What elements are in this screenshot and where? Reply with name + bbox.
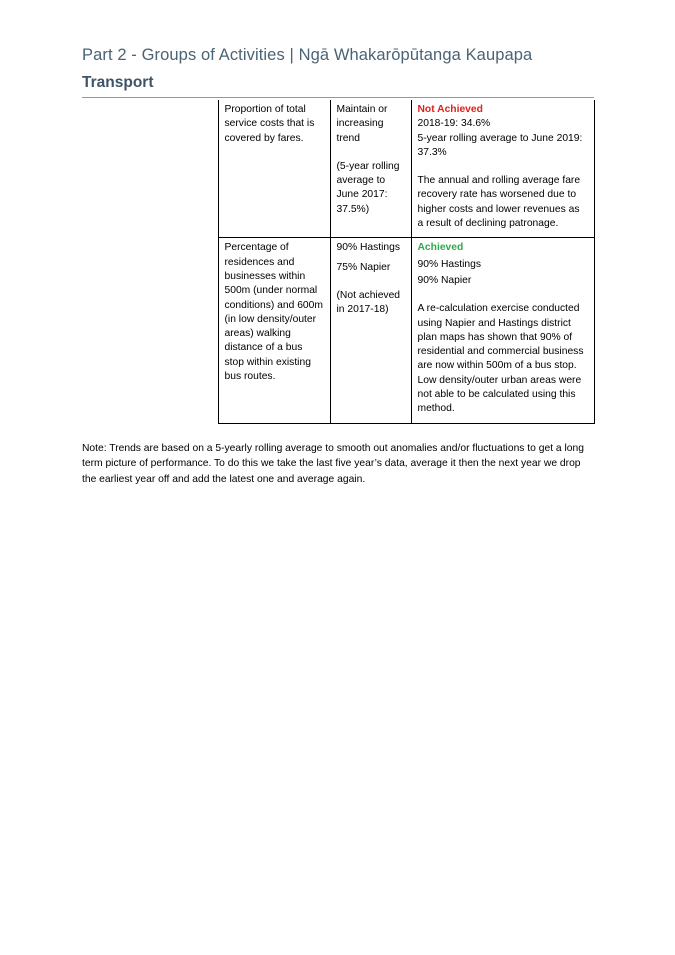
trend-note: Note: Trends are based on a 5-yearly rolling average to smooth out anomalies and/or fluctuations to get a long term picture of performance. To do this we take the last five year’s data, average it then the next year we drop the earliest year off and add the latest one and average again. — [82, 443, 584, 485]
status-not-achieved: Not Achieved — [417, 104, 483, 115]
table-row — [82, 100, 594, 238]
target-note: (Not achieved in 2017-18) — [336, 289, 401, 316]
result-value: 5-year rolling average to June 2019: 37.3% — [417, 132, 583, 158]
table-row — [82, 238, 594, 423]
result-value: 2018-19: 34.6% — [417, 118, 491, 130]
result-value: 90% Hastings — [417, 258, 482, 270]
result-commentary: The annual and rolling average fare recovery rate has worsened due to higher costs and lower revenues as a result of declining patronage. — [417, 175, 581, 230]
measure-cell — [218, 100, 330, 238]
result-cell — [411, 100, 594, 238]
activity-cell — [82, 238, 218, 423]
activity-cell — [82, 100, 218, 238]
target-text: 90% Hastings — [336, 242, 401, 254]
target-cell — [330, 238, 411, 423]
target-text: 75% Napier — [336, 261, 391, 273]
title-divider — [82, 97, 594, 98]
result-value: 90% Napier — [417, 274, 472, 286]
measure-text: Proportion of total service costs that is covered by fares. — [224, 104, 315, 144]
section-title: Transport — [82, 74, 154, 91]
result-commentary: A re-calculation exercise conducted using Napier and Hastings district plan maps has shown that 90% of residential and commercial business are now within 500m of a bus stop. Low density/outer urban areas were not able to be calculated using this method. — [417, 303, 584, 415]
target-note: (5-year rolling average to June 2017: 37.5%) — [336, 160, 400, 215]
status-achieved: Achieved — [417, 242, 464, 254]
measure-cell — [218, 238, 330, 423]
result-cell — [411, 238, 594, 423]
part-title: Part 2 - Groups of Activities | Ngā Whakarōpūtanga Kaupapa — [82, 46, 533, 64]
page-header — [82, 44, 594, 93]
target-cell — [330, 100, 411, 238]
performance-measures-table — [82, 100, 595, 424]
target-text: Maintain or increasing trend — [336, 104, 388, 144]
measure-text: Percentage of residences and businesses within 500m (under normal conditions) and 600m (in low density/outer areas) walking distance of a bus stop within existing bus routes. — [224, 242, 323, 383]
